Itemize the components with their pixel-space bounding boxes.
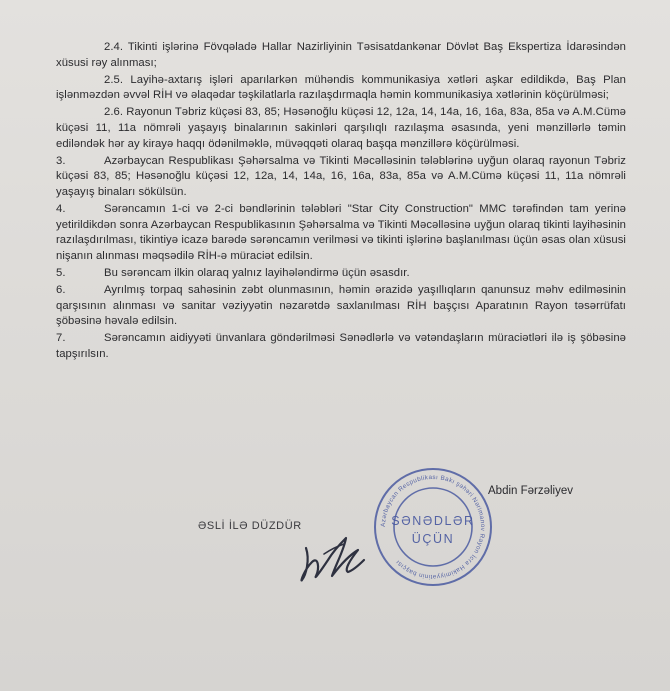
- clause-3: [56, 154, 626, 201]
- stamp-center-line2: ÜÇÜN: [411, 532, 455, 546]
- clause-text: 2.4. Tikinti işlərinə Fövqəladə Hallar Nazirliyinin Təsisatdankənar Dövlət Baş Ekspertiza İdarəsindən xüsusi rəy alınması;: [56, 41, 626, 69]
- clause-number: 6.: [56, 283, 66, 296]
- clause-2-6: [56, 105, 626, 152]
- official-stamp: [368, 462, 498, 592]
- clause-text: Bu sərəncam ilkin olaraq yalnız layihələndirmə üçün əsasdır.: [104, 266, 410, 279]
- clause-text: Ayrılmış torpaq sahəsinin zəbt olunmasının, həmin ərazidə yaşıllıqların qanunsuz məhv edilməsinin qarşısının alınması və sanitar vəziyyətin nəzarətdə saxlanılması RİH başçısı Aparatının Rayon təsərrüfatı şöbəsinə həvalə edilsin.: [56, 283, 626, 328]
- stamp-center-line1: SƏNƏDLƏR: [391, 514, 475, 528]
- clause-text: Sərəncamın 1-ci və 2-ci bəndlərinin tələbləri "Star City Construction" MMC tərəfindən tam yerinə yetirildikdən sonra Azərbaycan Respublikasının Şəhərsalma və Tikinti Məcəlləsinə uyğun olaraq tikinti layihəsinin razılaşdırılması, tikintiyə icazə barədə sərəncamın verilməsi və tikinti işlərinə başlanılması üçün əsas olan xüsusi nişanın alınması məqsədilə RİH-ə müraciət edilsin.: [56, 202, 626, 262]
- clause-number: 5.: [56, 266, 66, 279]
- clause-number: 7.: [56, 332, 66, 345]
- clause-text: Sərəncamın aidiyyəti ünvanlara göndərilməsi Sənədlərlə və vətəndaşların müraciətləri ilə iş şöbəsinə tapşırılsın.: [56, 332, 626, 360]
- clause-2-5: [56, 73, 626, 104]
- clause-7: [56, 331, 626, 362]
- clause-text: 2.6. Rayonun Təbriz küçəsi 83, 85; Həsənoğlu küçəsi 12, 12a, 14, 14a, 16, 16a, 83a, 85a və A.M.Cümə küçəsi 11, 11a nömrəli yaşayış binalarının sakinləri qarşılıqlı razılaşma əsasında, yeni mənzillərlə təmin ediləndək hər ay kirayə haqqı ödənilməklə, müvəqqəti olaraq başqa mənzillərə köçürülməsi.: [56, 106, 626, 150]
- clause-2-4: [56, 40, 626, 71]
- clause-5: [56, 266, 626, 282]
- document-body: [56, 40, 626, 364]
- clause-text: Azərbaycan Respublikası Şəhərsalma və Tikinti Məcəlləsinin tələblərinə uyğun olaraq rayonun Təbriz küçəsi 83, 85; Həsənoğlu küçəsi 12, 12a, 14, 14a, 16, 16a, 83a, 85a və A.M.Cümə küçəsi 11, 11a nömrəli yaşayış binaları sökülsün.: [56, 154, 626, 198]
- clause-4: [56, 202, 626, 264]
- signer-name: Abdin Fərzəliyev: [488, 485, 574, 497]
- clause-number: 3.: [56, 154, 66, 167]
- stamp-ring-text: Azərbaycan Respublikası Bakı şəhəri Nərimanov Rayon İcra Hakimiyyətinin başçısı: [379, 473, 487, 581]
- clause-text: 2.5. Layihə-axtarış işləri aparılarkən mühəndis kommunikasiya xətləri aşkar edildikdə, Baş Plan işlənməzdən əvvəl RİH və əlaqədar təşkilatlarla razılaşdırmaqla həmin kommunikasiya xətlərinin köçürülməsi;: [56, 73, 626, 102]
- clause-number: 4.: [56, 202, 66, 215]
- true-copy-label: ƏSLİ İLƏ DÜZDÜR: [198, 520, 302, 532]
- clause-6: [56, 283, 626, 330]
